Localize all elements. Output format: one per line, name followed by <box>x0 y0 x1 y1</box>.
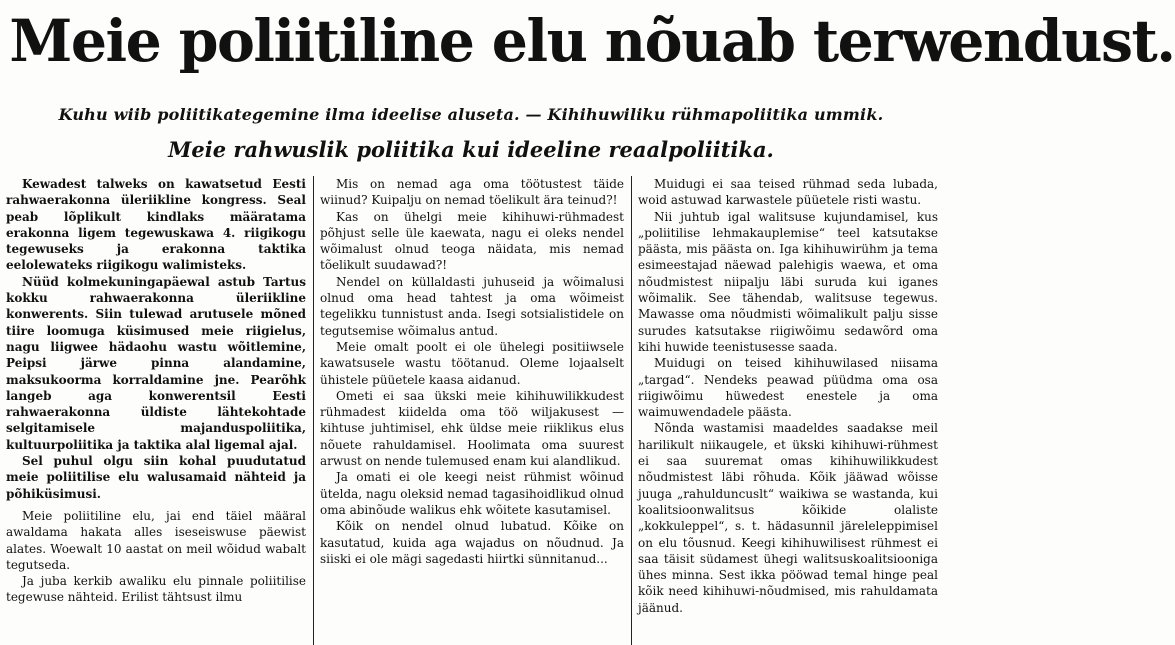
article-column-1 <box>6 176 306 645</box>
body-paragraph: Meie omalt poolt ei ole ühelegi positiiwsele kawatsusele wastu töötanud. Oleme lojaalselt ühistele püüetele kaasa aidanud. <box>320 339 624 387</box>
body-paragraphs <box>6 508 306 606</box>
lead-paragraph: Kewadest talweks on kawatsetud Eesti rahwaerakonna üleriikline kongress. Seal peab lõplikult kindlaks määratama erakonna ligem tegewuskawa 4. riigikogu tegewuseks ja erakonna taktika eelolewateks riigikogu walimisteks. <box>6 177 306 273</box>
body-paragraph: Nii juhtub igal walitsuse kujundamisel, kus „poliitilise lehmakauplemise“ teel katsutakse päästa, mis päästa on. Iga kihihuwirühm ja tema esimeestajad näewad palehigis waewa, et oma nõudmistest niipalju läbi suruda kui iganes wõimalik. See tähendab, walitsuse tegewus. Mawasse oma nõudmisti wõimalikult palju sisse surudes katsutakse riigiwõimu sedawõrd oma kihi huwide teenistusesse saada. <box>638 209 938 354</box>
subheadline-secondary: Meie rahwuslik poliitika kui ideeline reaalpoliitika. <box>168 137 774 162</box>
headline: Meie poliitiline elu nõuab terwendust. <box>9 7 1175 75</box>
body-paragraph: Muidugi on teised kihihuwilased niisama „targad“. Nendeks peawad püüdma oma osa riigiwõimu hüwedest enestele ja oma waimuwendadele päästa. <box>638 356 938 420</box>
body-paragraph: Nõnda wastamisi maadeldes saadakse meil harilikult niikaugele, et ükski kihihuwi-rühmest ei saa suuremat omas kihihuwilikkudest nõudmistest läbi rõhuda. Kõik jääwad wõisse juuga „rahulduncuslt“ waikiwa se wastanda, kui koalitsioonwalitsus kõikide olaliste „kokkuleppel“, s. t. hädasunnil järeleleppimisel on elu tõusnud. Keegi kihihuwilisest rühmest ei saa täisit südamest ühegi walitsuskoalitsiooniga ühes minna. Sest ikka pööwad temal hinge peal kõik need kihihuwi-nõudmised, mis rahuldamata jäänud. <box>638 421 938 615</box>
lead-paragraphs <box>6 176 306 502</box>
body-paragraph: Ja omati ei ole keegi neist rühmist wõinud ütelda, nagu oleksid nemad tagasihoidlikud olnud oma abinõude walikus ehk wõitete kasutamisel. <box>320 470 624 517</box>
column-divider <box>631 176 632 645</box>
lead-paragraph: Sel puhul olgu siin kohal puudutatud meie poliitilise elu walusamaid nähteid ja põhiküsimusi. <box>6 454 306 501</box>
subheadline-primary: Kuhu wiib poliitikategemine ilma ideelise aluseta. — Kihihuwiliku rühmapoliitika ummik. <box>58 105 884 124</box>
lead-paragraph: Nüüd kolmekuningapäewal astub Tartus kokku rahwaerakonna üleriikline konwerents. Siin tulewad arutusele mõned tiire loomuga küsimused meie riigielus, nagu liigwee hädaohu wastu wõitlemine, Peipsi järwe pinna alandamine, maksukoorma korraldamine jne. Pearõhk langeb aga konwerentsil Eesti rahwaerakonna üldiste lähtekohtade selgitamisele majanduspoliitika, kultuurpoliitika ja taktika alal ligemal ajal. <box>6 274 306 452</box>
article-column-2 <box>320 176 624 645</box>
body-paragraph: Ja juba kerkib awaliku elu pinnale poliitilise tegewuse nähteid. Erilist tähtsust ilmu <box>6 574 306 605</box>
column-divider <box>313 176 314 645</box>
body-paragraph: Meie poliitiline elu, jai end täiel määral awaldama hakata alles iseseiswuse päewist alates. Woewalt 10 aastat on meil wõidud wabalt tegutseda. <box>6 508 306 572</box>
article-column-3 <box>638 176 938 645</box>
body-paragraph: Nendel on küllaldasti juhuseid ja wõimalusi olnud oma head tahtest ja oma wõimeist tegelikku tunnistust anda. Isegi sotsialistidele on tegutsemise wõimalus antud. <box>320 274 624 338</box>
body-paragraph: Muidugi ei saa teised rühmad seda lubada, woid astuwad karwastele püüetele risti wastu. <box>638 177 938 208</box>
body-paragraph: Kas on ühelgi meie kihihuwi-rühmadest põhjust selle üle kaewata, nagu ei oleks nendel wõimalust olnud teoga näidata, mis nemad tõelikult suudawad?! <box>320 209 624 273</box>
body-paragraph: Mis on nemad aga oma töötustest täide wiinud? Kuipalju on nemad töelikult ära teinud?! <box>320 177 624 208</box>
body-paragraph: Kõik on nendel olnud lubatud. Kõike on kasutatud, kuida aga wajadus on nõudnud. Ja siiski ei ole mägi sagedasti hiirtki sünnitanud... <box>320 519 624 566</box>
body-paragraph: Ometi ei saa ükski meie kihihuwilikkudest rühmadest kiidelda oma töö wiljakusest — kihtuse juhtimisel, ehk üldse meie riiklikus elus nõuete rahuldamisel. Hoolimata oma suurest arwust on nende tulemused enam kui alandlikud. <box>320 388 624 469</box>
